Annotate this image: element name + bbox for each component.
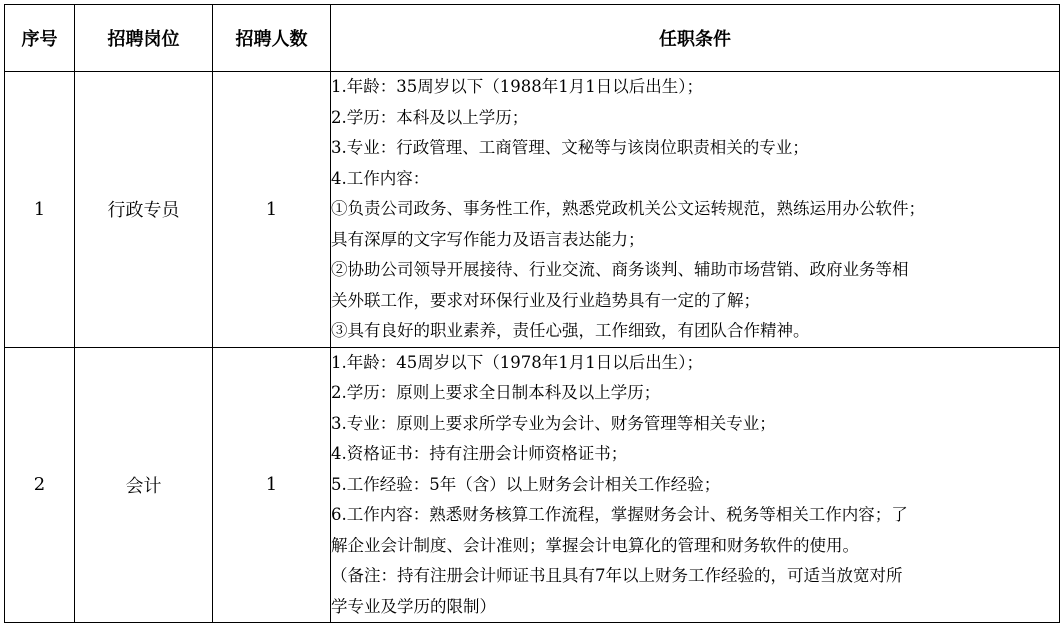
cell-position: 行政专员 (75, 72, 213, 348)
requirement-line: 4.资格证书：持有注册会计师资格证书； (331, 444, 628, 463)
requirement-line: 关外联工作，要求对环保行业及行业趋势具有一定的了解； (331, 290, 760, 310)
table-row (5, 72, 1060, 348)
cell-serial-number: 1 (5, 72, 75, 348)
requirement-line: 5.工作经验：5年（含）以上财务会计相关工作经验； (331, 474, 721, 494)
requirement-line: ③具有良好的职业素养，责任心强，工作细致，有团队合作精神。 (331, 321, 810, 340)
requirement-line: 4.工作内容： (331, 168, 430, 188)
requirement-line: ②协助公司领导开展接待、行业交流、商务谈判、辅助市场营销、政府业务等相 (331, 260, 909, 279)
table-header-row (5, 5, 1060, 72)
cell-serial-number: 2 (5, 347, 75, 623)
requirement-line: 2.学历：原则上要求全日制本科及以上学历； (331, 383, 661, 402)
cell-position: 会计 (75, 347, 213, 623)
requirement-line: 3.专业：原则上要求所学专业为会计、财务管理等相关专业； (331, 413, 776, 433)
requirement-line: 2.学历：本科及以上学历； (331, 107, 529, 127)
header-serial-number: 序号 (5, 5, 75, 72)
header-requirements: 任职条件 (331, 5, 1060, 72)
recruitment-table (4, 4, 1060, 623)
cell-requirements (331, 347, 1060, 623)
requirement-line: （备注：持有注册会计师证书且具有7年以上财务工作经验的，可适当放宽对所 (331, 566, 903, 585)
cell-requirements (331, 72, 1060, 348)
table-row (5, 347, 1060, 623)
cell-headcount: 1 (213, 347, 331, 623)
requirement-line: 1.年龄：45周岁以下（1978年1月1日以后出生）； (331, 352, 703, 372)
cell-headcount: 1 (213, 72, 331, 348)
requirement-line: 具有深厚的文字写作能力及语言表达能力； (331, 229, 645, 249)
header-headcount: 招聘人数 (213, 5, 331, 72)
requirement-line: 1.年龄：35周岁以下（1988年1月1日以后出生）； (331, 77, 703, 96)
header-position: 招聘岗位 (75, 5, 213, 72)
requirement-line: 6.工作内容：熟悉财务核算工作流程，掌握财务会计、税务等相关工作内容；了 (331, 505, 908, 524)
requirement-line: ①负责公司政务、事务性工作，熟悉党政机关公文运转规范，熟练运用办公软件； (331, 199, 925, 218)
requirement-line: 解企业会计制度、会计准则；掌握会计电算化的管理和财务软件的使用。 (331, 535, 859, 555)
requirement-line: 3.专业：行政管理、工商管理、文秘等与该岗位职责相关的专业； (331, 138, 809, 157)
requirement-line: 学专业及学历的限制） (331, 596, 496, 616)
